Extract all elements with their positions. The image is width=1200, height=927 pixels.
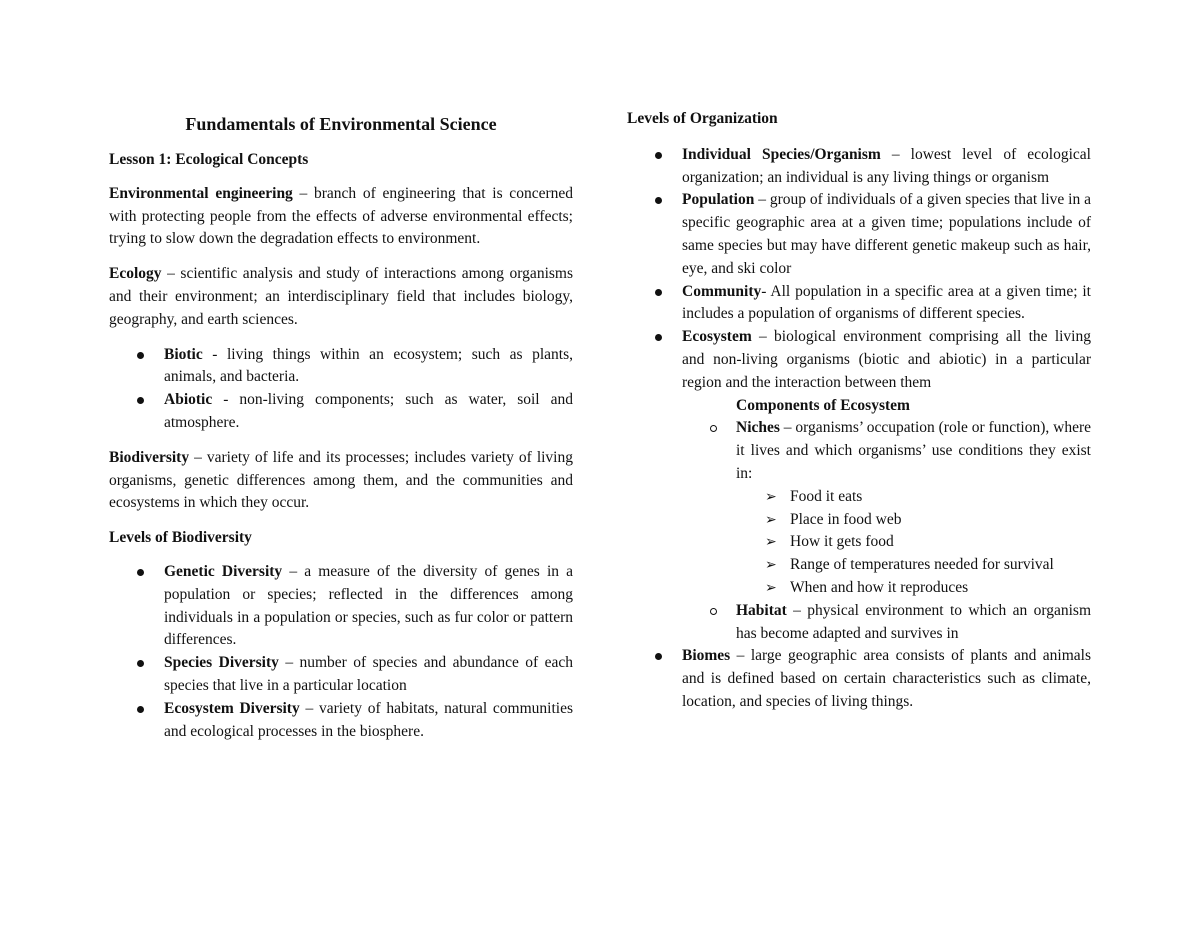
arrow-bullet-icon: ➢ xyxy=(765,488,777,505)
niche-point-text: How it gets food xyxy=(790,533,894,551)
list-item xyxy=(627,645,1091,713)
left-column xyxy=(109,108,573,743)
organization-levels-list xyxy=(627,144,1091,395)
bullet-icon xyxy=(137,352,144,359)
niche-point-text: When and how it reproduces xyxy=(790,578,969,596)
list-item xyxy=(109,389,573,435)
definition: – biological environment comprising all the living and non-living organisms (biotic and abiotic) in a particular region and the interaction between them xyxy=(682,328,1091,391)
ecology-components-list xyxy=(109,344,573,435)
levels-of-biodiversity-heading: Levels of Biodiversity xyxy=(109,529,252,547)
bullet-icon xyxy=(137,569,144,576)
definition: – a measure of the diversity of genes in a population or species; reflected in the differences among individuals in a population or species, such as fur color or pattern differences. xyxy=(164,562,574,649)
niche-point-text: Range of temperatures needed for survival xyxy=(790,556,1054,574)
env-engineering-definition xyxy=(109,183,573,251)
list-item xyxy=(627,281,1091,327)
biodiversity-levels-list xyxy=(109,561,573,743)
term: Biomes xyxy=(682,647,731,665)
bullet-icon xyxy=(655,152,662,159)
document-title: Fundamentals of Environmental Science xyxy=(185,114,497,134)
arrow-bullet-icon: ➢ xyxy=(765,579,777,596)
bullet-icon xyxy=(137,706,144,713)
circle-bullet-icon xyxy=(710,425,717,432)
definition: – variety of habitats, natural communities and ecological processes in the biosphere. xyxy=(164,699,574,740)
arrow-bullet-icon: ➢ xyxy=(765,534,777,551)
definition: – variety of life and its processes; includes variety of living organisms, genetic differences among them, and the communities and ecosystems in which they occur. xyxy=(109,448,573,512)
list-item xyxy=(627,144,1091,190)
definition: – large geographic area consists of plants and animals and is defined based on certain characteristics such as climate, location, and species of living things. xyxy=(682,647,1091,710)
habitat-item xyxy=(627,600,1091,646)
list-item xyxy=(627,531,1091,554)
definition: – group of individuals of a given species that live in a specific geographic area at a given time; populations include of same species but may have different genetic makeup such as hair, eye, and ski color xyxy=(682,191,1091,277)
definition: – lowest level of ecological organization; an individual is any living things or organism xyxy=(682,145,1091,186)
list-item xyxy=(627,189,1091,280)
niche-point-text: Place in food web xyxy=(790,510,902,528)
definition: – physical environment to which an organism has become adapted and survives in xyxy=(736,601,1091,642)
list-item xyxy=(109,698,573,744)
bullet-icon xyxy=(655,653,662,660)
term: Ecosystem xyxy=(682,328,752,346)
list-item xyxy=(109,344,573,390)
circle-bullet-icon xyxy=(710,608,717,615)
bullet-icon xyxy=(655,197,662,204)
right-column xyxy=(627,108,1091,714)
term: Biodiversity xyxy=(109,448,190,466)
lesson-heading: Lesson 1: Ecological Concepts xyxy=(109,151,309,168)
term: Species Diversity xyxy=(164,654,279,672)
bullet-icon xyxy=(655,334,662,341)
definition: - living things within an ecosystem; such as plants, animals, and bacteria. xyxy=(164,345,573,386)
term: Genetic Diversity xyxy=(164,562,283,580)
ecology-definition xyxy=(109,263,573,331)
list-item xyxy=(627,509,1091,532)
definition: - All population in a specific area at a given time; it includes a population of organisms of different species. xyxy=(682,282,1091,323)
term: Individual Species/Organism xyxy=(682,145,881,163)
components-of-ecosystem-heading: Components of Ecosystem xyxy=(736,396,910,414)
arrow-bullet-icon: ➢ xyxy=(765,511,777,528)
definition: – scientific analysis and study of interactions among organisms and their environment; an interdisciplinary field that includes biology, geography, and earth sciences. xyxy=(109,265,573,328)
arrow-bullet-icon: ➢ xyxy=(765,557,777,574)
bullet-icon xyxy=(137,397,144,404)
term: Ecosystem Diversity xyxy=(164,699,300,717)
list-item xyxy=(109,652,573,698)
term: Environmental engineering xyxy=(109,184,293,202)
list-item xyxy=(109,561,573,652)
term: Biotic xyxy=(164,345,203,363)
list-item xyxy=(627,486,1091,509)
list-item xyxy=(627,554,1091,577)
niche-point-text: Food it eats xyxy=(790,487,863,505)
niches-item xyxy=(627,417,1091,485)
bullet-icon xyxy=(137,660,144,667)
term: Community xyxy=(682,282,762,300)
list-item xyxy=(627,326,1091,394)
term: Abiotic xyxy=(164,391,213,409)
definition: – branch of engineering that is concerned with protecting people from the effects of adverse environmental effects; trying to slow down the degradation effects to environment. xyxy=(109,184,573,248)
biodiversity-definition xyxy=(109,447,573,515)
bullet-icon xyxy=(655,289,662,296)
term: Ecology xyxy=(109,265,162,283)
definition: – organisms’ occupation (role or function), where it lives and which organisms’ use conditions they exist in: xyxy=(736,419,1091,482)
niche-points-list xyxy=(627,486,1091,600)
biomes-list xyxy=(627,645,1091,713)
term: Niches xyxy=(736,419,780,437)
definition: – number of species and abundance of each species that live in a particular location xyxy=(164,654,573,694)
term: Population xyxy=(682,191,755,209)
definition: - non-living components; such as water, soil and atmosphere. xyxy=(164,391,573,431)
levels-of-organization-heading: Levels of Organization xyxy=(627,110,778,127)
list-item xyxy=(627,577,1091,600)
term: Habitat xyxy=(736,601,787,619)
